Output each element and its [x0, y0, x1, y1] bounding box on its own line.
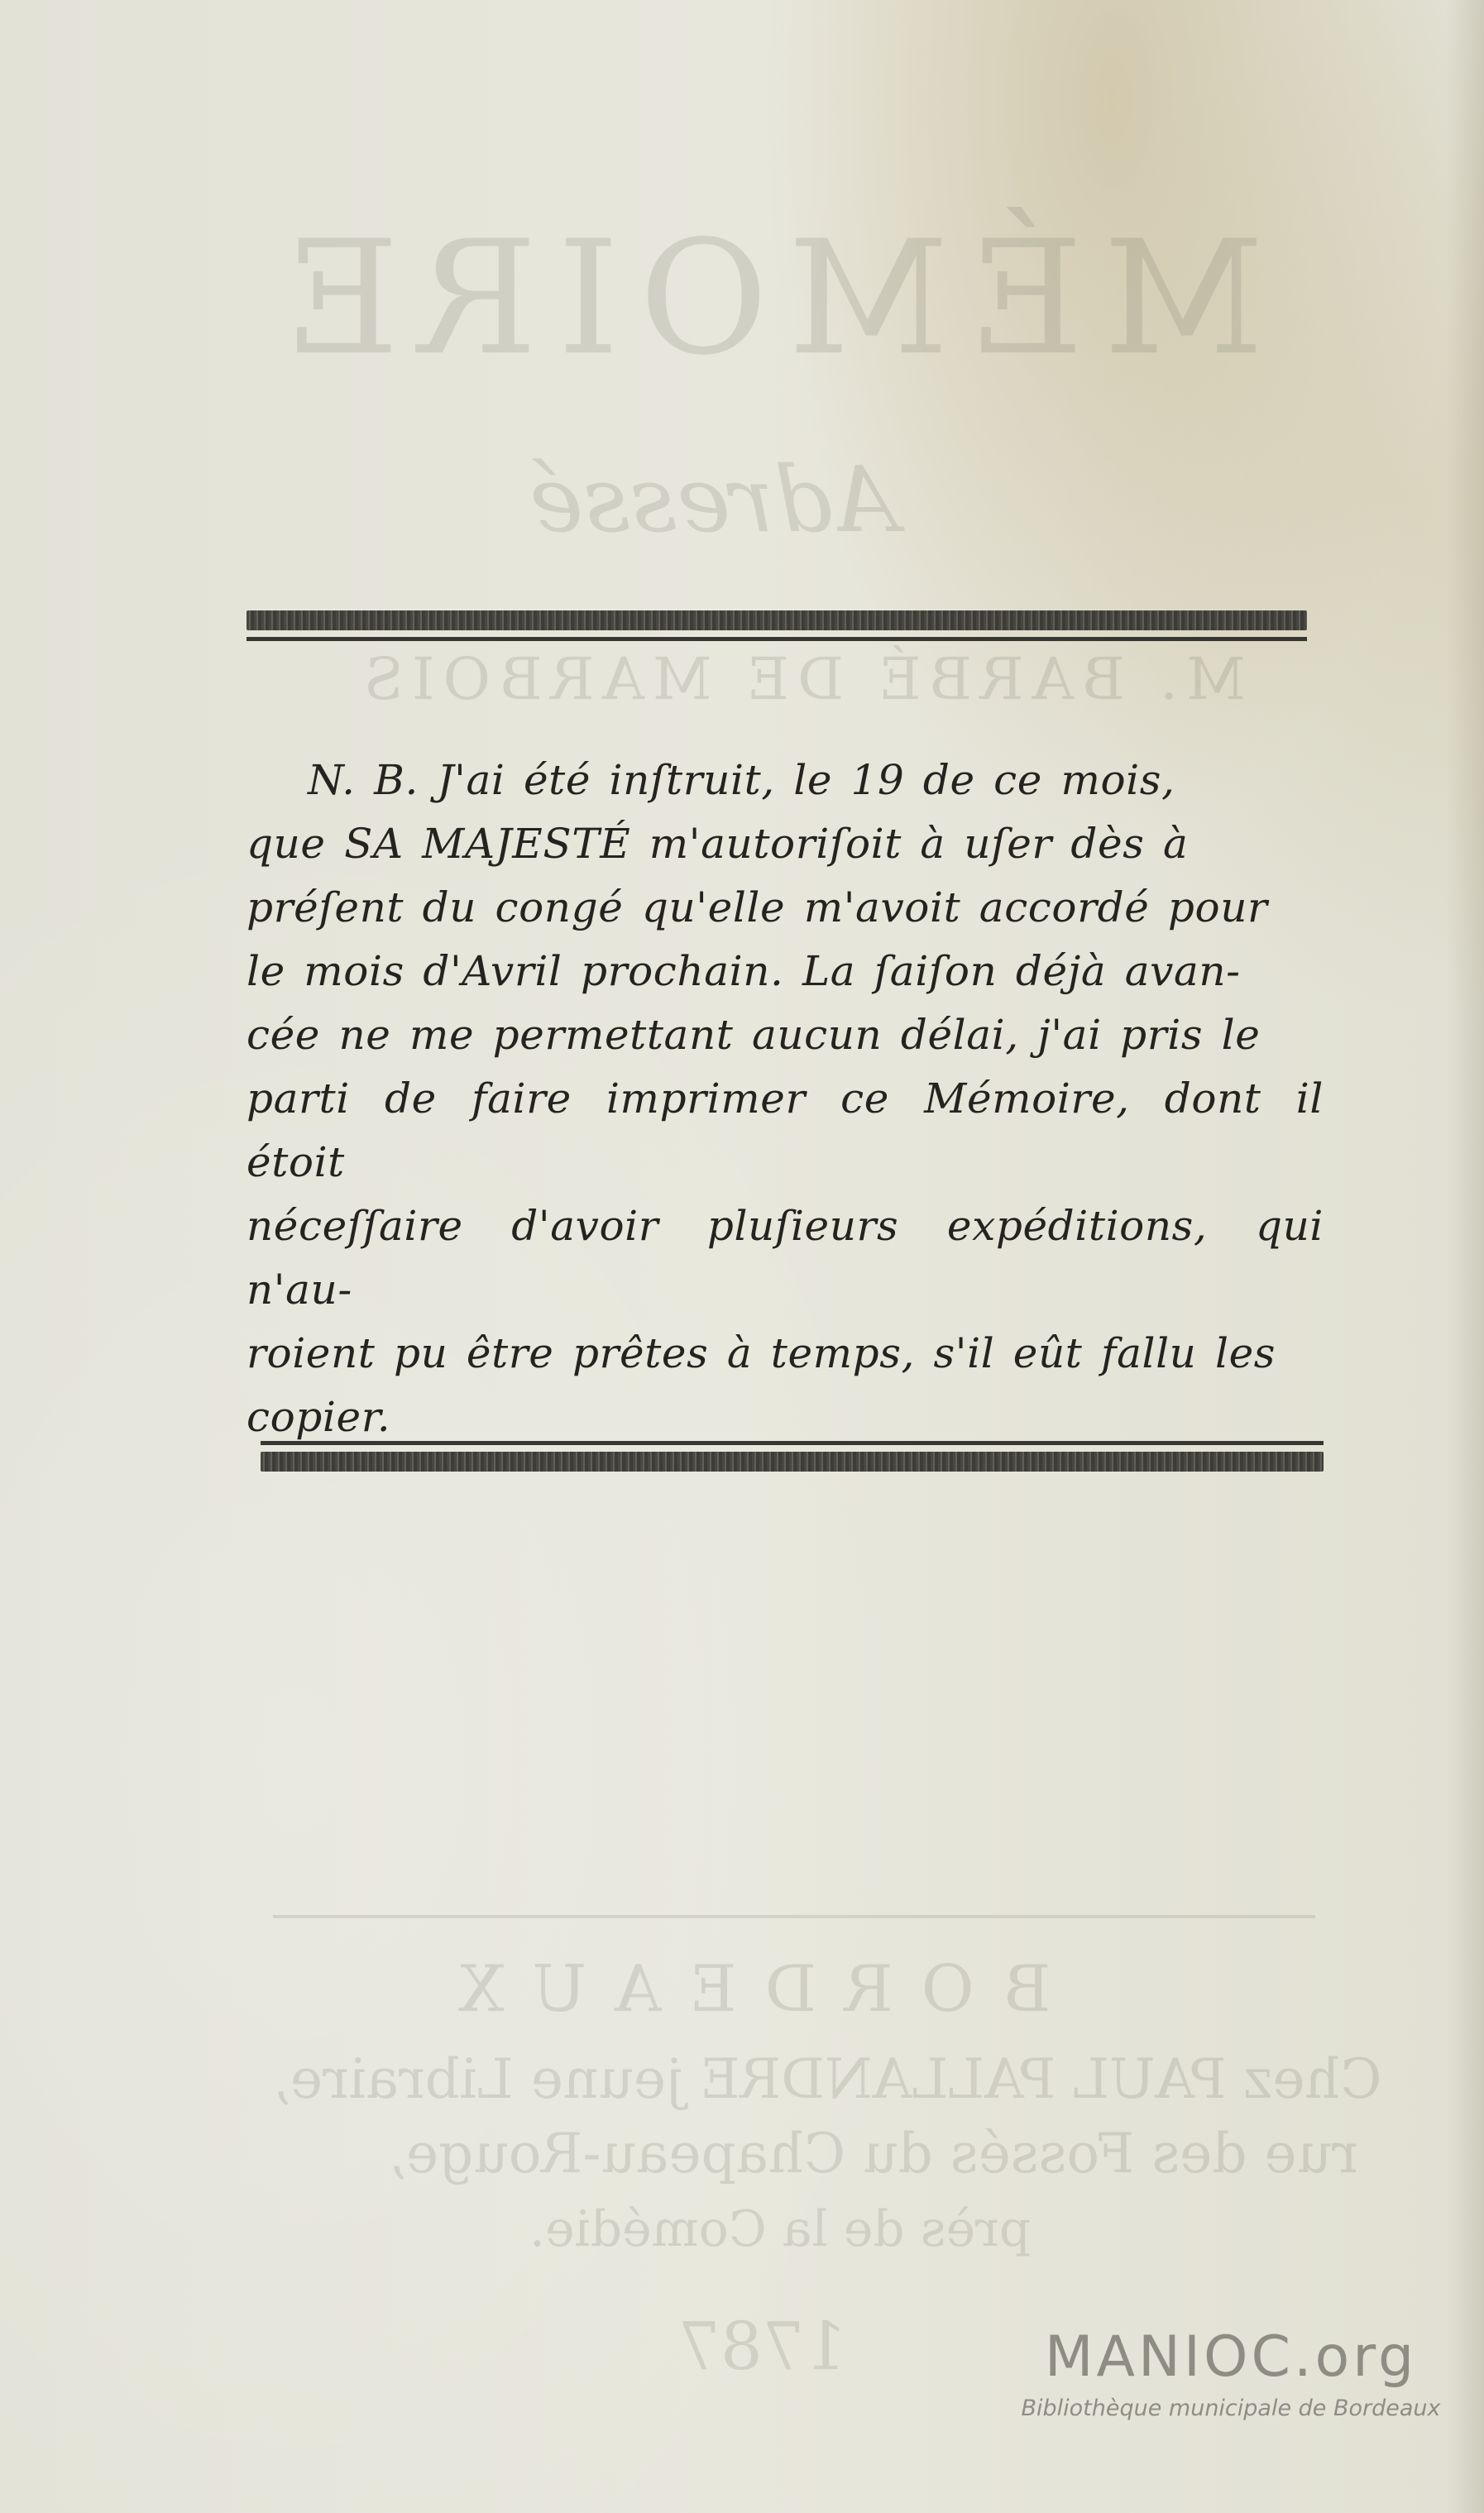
note-line: parti de faire imprimer ce Mémoire, dont il étoit [247, 1075, 1324, 1186]
nota-bene-note [247, 749, 1324, 1449]
bottom-double-rule [261, 1441, 1324, 1472]
note-line: le mois d'Avril prochain. La ſaiſon déjà avan- [247, 947, 1241, 995]
bottom-rule-thick [261, 1452, 1324, 1472]
show-through-name: M. BARBÉ DE MARBOIS [356, 645, 1246, 713]
note-line: N. B. J'ai été inſtruit, le 19 de ce mois, [308, 756, 1175, 804]
bottom-rule-thin [261, 1441, 1324, 1445]
page-edge-shadow [1446, 0, 1484, 2513]
manioc-watermark [999, 2324, 1462, 2424]
show-through-imprint-3: près de la Comédie. [529, 2200, 1032, 2258]
note-line: copier. [247, 1393, 391, 1441]
note-line: cée ne me permettant aucun délai, j'ai pris le [247, 1011, 1261, 1059]
show-through-imprint-1: Chez PAUL PALLANDRE jeune Libraire, [273, 2047, 1382, 2111]
show-through-city: BORDEAUX [430, 1952, 1051, 2027]
note-line: néceſſaire d'avoir pluſieurs expéditions, qui n'au- [247, 1202, 1324, 1314]
top-rule-thick [247, 610, 1307, 630]
show-through-title: MÉMOIRE [265, 207, 1265, 390]
note-line: que SA MAJESTÉ m'autoriſoit à uſer dès à [247, 820, 1189, 868]
library-credit: Bibliothèque municipale de Bordeaux [1021, 2396, 1441, 2421]
show-through-subtitle: Adressé [529, 447, 898, 553]
show-through-rule [273, 1915, 1315, 1918]
manioc-logo: MANIOC.org [1044, 2324, 1418, 2390]
top-double-rule [247, 610, 1307, 641]
show-through-imprint-2: rue des Fossés du Chapeau-Rouge, [389, 2122, 1358, 2185]
note-line: roient pu être prêtes à temps, s'il eût fallu les [247, 1329, 1276, 1377]
note-line: préſent du congé qu'elle m'avoit accordé pour [247, 883, 1268, 931]
top-rule-thin [247, 637, 1307, 641]
show-through-year: 1787 [678, 2308, 847, 2385]
